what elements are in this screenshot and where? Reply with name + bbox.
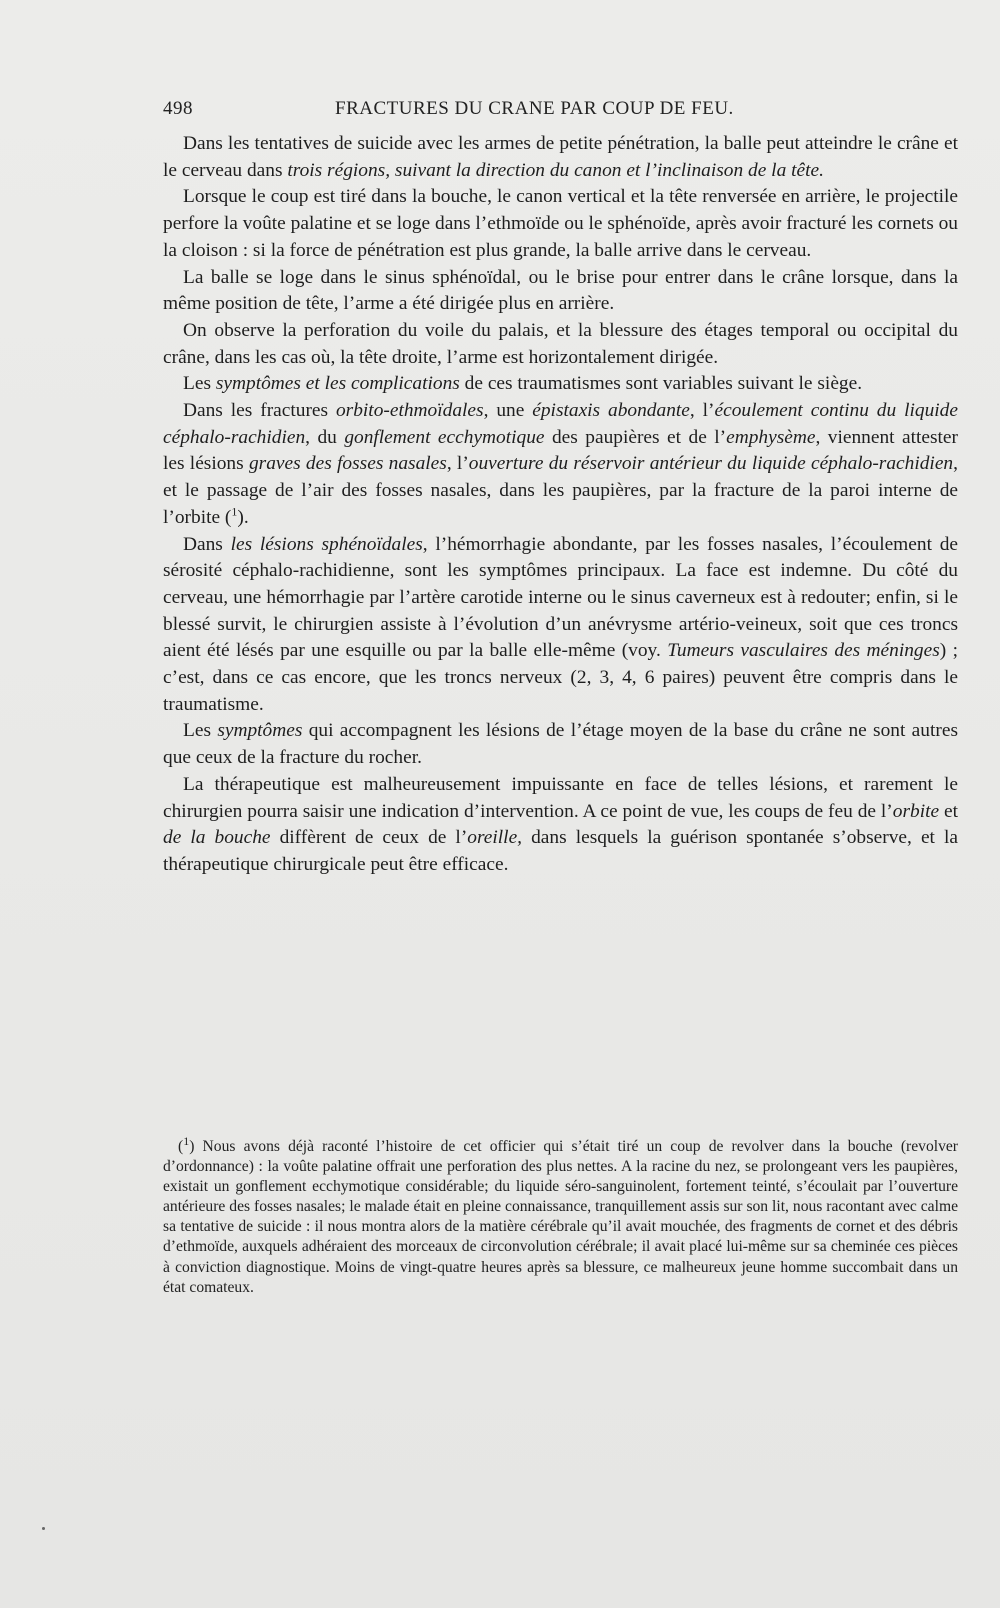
paragraph-2: Lorsque le coup est tiré dans la bouche, le canon vertical et la tête renversée en arrière, le projectile perfore la voûte palatine et se loge dans l’ethmoïde ou le sphénoïde, après avoir fracturé les cornets ou la cloison : si la force de pénétration est plus grande, la balle arrive dans le cerveau. bbox=[163, 186, 958, 261]
footnote-reference: 1 bbox=[231, 504, 238, 519]
paragraph-3: La balle se loge dans le sinus sphénoïdal, ou le brise pour entrer dans le crâne lorsque, dans la même position de tête, l’arme a été dirigée plus en arrière. bbox=[163, 266, 958, 315]
paragraph-7: Dans les lésions sphénoïdales, l’hémorrhagie abondante, par les fosses nasales, l’écoulement de sérosité céphalo-rachidienne, sont les symptômes principaux. La face est indemne. Du côté du cerveau, une hémorrhagie par l’artère carotide interne ou le sinus caverneux est à redouter; enfin, si le blessé survit, le chirurgien assiste à l’évolution d’un anévrysme artério-veineux, soit que ces troncs aient été lésés par une esquille ou par la balle elle-même (voy. Tumeurs vasculaires des méninges) ; c’est, dans ce cas encore, que les troncs nerveux (2, 3, 4, 6 paires) peuvent être compris dans le traumatisme. bbox=[163, 533, 959, 715]
paragraph-9: La thérapeutique est malheureusement impuissante en face de telles lésions, et rarement le chirurgien pourra saisir une indication d’intervention. A ce point de vue, les coups de feu de l’orbite et de la bouche diffèrent de ceux de l’oreille, dans lesquels la guérison spontanée s’observe, et la thérapeutique chirurgicale peut être efficace. bbox=[163, 773, 958, 875]
paper-speck bbox=[42, 1527, 45, 1530]
footnote bbox=[163, 1133, 958, 1298]
footnote-text: ($^1$) Nous avons déjà raconté l’histoire de cet officier qui s’était tiré un coup de revolver dans la bouche (revolver d’ordonnance) : la voûte palatine offrait une perforation des plus nettes. A la racine du nez, se prolongeant vers les paupières, existait un gonflement ecchymotique considérable; du liquide séro-sanguinolent, fortement teinté, s’écoulait par l’ouverture antérieure des fosses nasales; le malade était en pleine connaissance, tranquillement assis sur son lit, nous racontant avec calme sa tentative de suicide : il nous montra alors de la matière cérébrale qu’il avait mouchée, des fragments de cornet et des débris d’ethmoïde, auxquels adhéraient des morceaux de circonvolution cérébrale; il avait placé lui-même sur sa cheminée ces pièces à conviction diagnostique. Moins de vingt-quatre heures après sa blessure, ce malheureux jeune homme succombait dans un état comateux. bbox=[163, 1133, 958, 1296]
paragraph-8: Les symptômes qui accompagnent les lésions de l’étage moyen de la base du crâne ne sont autres que ceux de la fracture du rocher. bbox=[163, 720, 958, 769]
page-header bbox=[163, 98, 958, 126]
running-title: FRACTURES DU CRANE PAR COUP DE FEU. bbox=[335, 98, 734, 119]
paragraph-6: Dans les fractures orbito-ethmoïdales, une épistaxis abondante, l’écoulement continu du liquide céphalo-rachidien, du gonflement ecchymotique des paupières et de l’emphysème, viennent attester les lésions graves des fosses nasales, l’ouverture du réservoir antérieur du liquide céphalo-rachidien, et le passage de l’air des fosses nasales, dans les paupières, par la fracture de la paroi interne de l’orbite ($^1$). bbox=[163, 400, 958, 528]
main-text bbox=[163, 131, 958, 879]
footnote-mark: 1 bbox=[183, 1133, 190, 1148]
page-number: 498 bbox=[163, 98, 193, 119]
paragraph-1: Dans les tentatives de suicide avec les armes de petite pénétration, la balle peut atteindre le crâne et le cerveau dans trois régions, suivant la direction du canon et l’inclinaison de la tête. bbox=[163, 133, 958, 181]
paragraph-5: Les symptômes et les complications de ces traumatismes sont variables suivant le siège. bbox=[183, 373, 863, 395]
paragraph-4: On observe la perforation du voile du palais, et la blessure des étages temporal ou occipital du crâne, dans les cas où, la tête droite, l’arme est horizontalement dirigée. bbox=[163, 319, 958, 368]
